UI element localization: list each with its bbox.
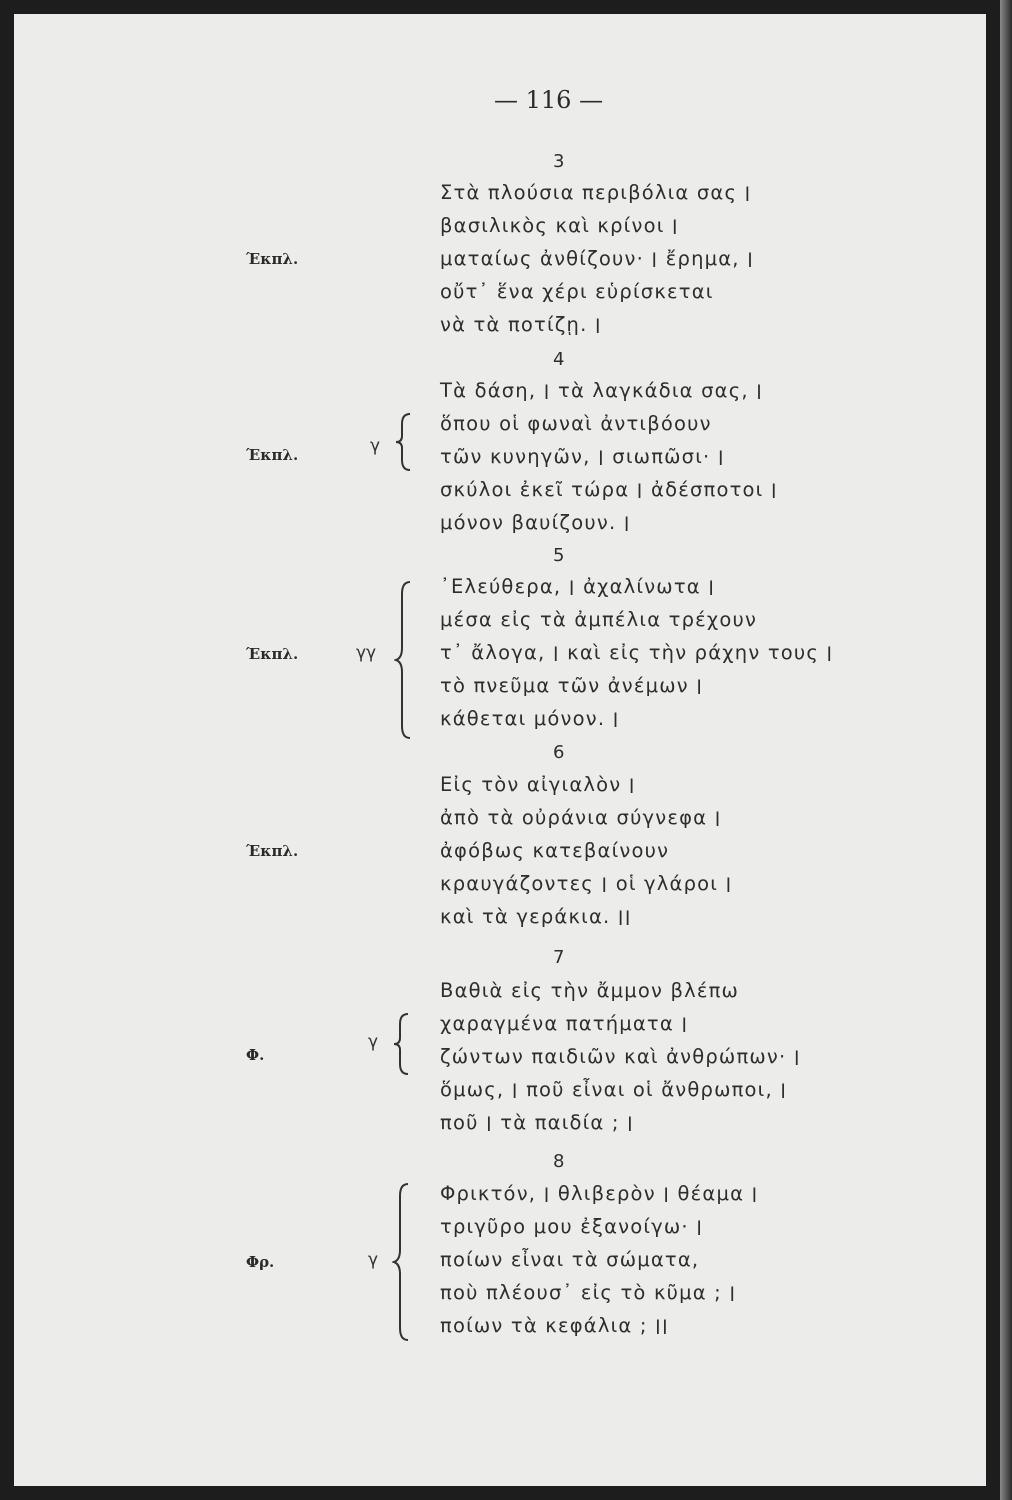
verse-line: ποίων εἶναι τὰ σώματα,: [440, 1248, 700, 1271]
stanza-label: Έκπλ.: [246, 250, 299, 268]
curly-brace: [392, 412, 416, 472]
verse-line: ποίων τὰ κεφάλια ; ׀׀: [440, 1314, 669, 1337]
curly-brace: [392, 1182, 414, 1342]
stanza-number: 5: [553, 545, 565, 566]
stanza-label: Έκπλ.: [246, 446, 299, 464]
verse-line: τ᾽ ἄλογα, ׀ καὶ εἰς τὴν ράχην τους ׀: [440, 641, 834, 664]
verse-line: Τὰ δάση, ׀ τὰ λαγκάδια σας, ׀: [440, 379, 764, 402]
verse-line: οὔτ᾽ ἕνα χέρι εὑρίσκεται: [440, 280, 714, 303]
curly-brace: [390, 1012, 414, 1076]
verse-line: τριγῦρο μου ἐξανοίγω· ׀: [440, 1215, 704, 1238]
verse-line: ὅμως, ׀ ποῦ εἶναι οἱ ἄνθρωποι, ׀: [440, 1078, 788, 1101]
verse-line: ματαίως ἀνθίζουν· ׀ ἔρημα, ׀: [440, 247, 755, 270]
stanza-label: Φρ.: [246, 1253, 275, 1271]
verse-line: νὰ τὰ ποτίζῃ. ׀: [440, 313, 602, 336]
stanza-number: 4: [553, 349, 565, 370]
verse-line: ᾽Ελεύθερα, ׀ ἀχαλίνωτα ׀: [440, 575, 716, 598]
verse-line: Εἰς τὸν αἰγιαλὸν ׀: [440, 773, 636, 796]
verse-line: Φρικτόν, ׀ θλιβερὸν ׀ θέαμα ׀: [440, 1182, 759, 1205]
verse-line: ἀπὸ τὰ οὐράνια σύγνεφα ׀: [440, 806, 722, 829]
verse-line: ἀφόβως κατεβαίνουν: [440, 839, 670, 862]
verse-line: ποὺ πλέουσ᾽ εἰς τὸ κῦμα ; ׀: [440, 1281, 737, 1304]
rhythm-mark: γ: [370, 436, 381, 456]
page-edge-shadow: [1000, 0, 1012, 1500]
stanza-number: 6: [553, 742, 565, 763]
verse-line: ζώντων παιδιῶν καὶ ἀνθρώπων· ׀: [440, 1045, 801, 1068]
page-number: — 116 —: [494, 86, 604, 114]
verse-line: τῶν κυνηγῶν, ׀ σιωπῶσι· ׀: [440, 445, 725, 468]
rhythm-mark: γ: [368, 1250, 379, 1270]
verse-line: ποῦ ׀ τὰ παιδία ; ׀: [440, 1111, 634, 1134]
verse-line: βασιλικὸς καὶ κρίνοι ׀: [440, 214, 679, 237]
stanza-number: 8: [553, 1151, 565, 1172]
rhythm-mark: γγ: [356, 643, 377, 663]
verse-line: Στὰ πλούσια περιβόλια σας ׀: [440, 181, 752, 204]
verse-line: Βαθιὰ εἰς τὴν ἄμμον βλέπω: [440, 979, 740, 1002]
rhythm-mark: γ: [368, 1032, 379, 1052]
verse-line: τὸ πνεῦμα τῶν ἀνέμων ׀: [440, 674, 704, 697]
verse-line: μόνον βαυίζουν. ׀: [440, 511, 631, 534]
verse-line: ὅπου οἱ φωναὶ ἀντιβόουν: [440, 412, 712, 435]
stanza-label: Έκπλ.: [246, 645, 299, 663]
curly-brace: [394, 580, 416, 740]
stanza-number: 3: [553, 151, 565, 172]
verse-line: κραυγάζοντες ׀ οἱ γλάροι ׀: [440, 872, 733, 895]
verse-line: σκύλοι ἐκεῖ τώρα ׀ ἀδέσποτοι ׀: [440, 478, 778, 501]
verse-line: χαραγμένα πατήματα ׀: [440, 1012, 689, 1035]
verse-line: μέσα εἰς τὰ ἀμπέλια τρέχουν: [440, 608, 758, 631]
stanza-label: Φ.: [246, 1046, 265, 1064]
stanza-label: Έκπλ.: [246, 842, 299, 860]
stanza-number: 7: [553, 947, 565, 968]
verse-line: καὶ τὰ γεράκια. ׀׀: [440, 905, 632, 928]
verse-line: κάθεται μόνον. ׀: [440, 707, 620, 730]
